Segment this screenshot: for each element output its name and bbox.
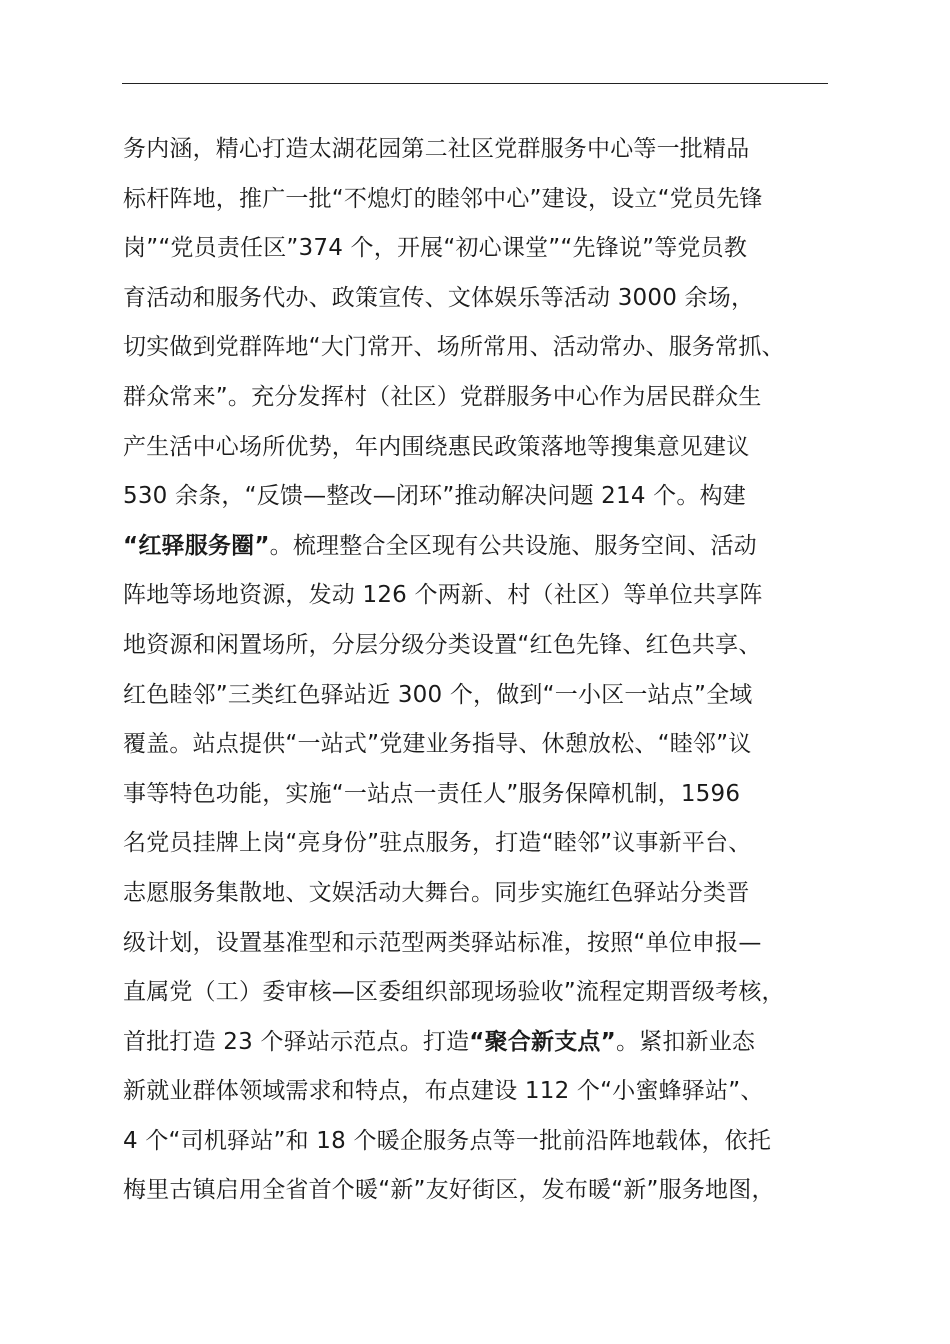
text-line — [123, 1166, 863, 1216]
text-segment: 级计划，设置基准型和示范型两类驿站标准，按照“单位申报— — [123, 929, 762, 956]
text-segment: 直属党（工）委审核—区委组织部现场验收”流程定期晋级考核， — [123, 979, 785, 1006]
text-segment: 阵地等场地资源，发动 126 个两新、村（社区）等单位共享阵 — [123, 582, 763, 609]
text-line — [123, 423, 863, 473]
text-segment: 4 个“司机驿站”和 18 个暖企服务点等一批前沿阵地载体，依托 — [123, 1127, 772, 1154]
text-segment: 切实做到党群阵地“大门常开、场所常用、活动常办、服务常抓、 — [123, 334, 785, 361]
text-line — [123, 1067, 863, 1117]
text-segment: 。紧扣新业态 — [615, 1028, 756, 1055]
text-segment: 标杆阵地，推广一批“不熄灯的睦邻中心”建设，设立“党员先锋 — [123, 185, 763, 212]
text-line — [123, 819, 863, 869]
text-line — [123, 869, 863, 919]
text-line — [123, 472, 863, 522]
text-line — [123, 522, 863, 572]
text-segment: 务内涵，精心打造太湖花园第二社区党群服务中心等一批精品 — [123, 136, 750, 162]
text-line — [123, 175, 863, 225]
body-paragraph — [123, 125, 863, 1216]
text-segment: 群众常来”。充分发挥村（社区）党群服务中心作为居民群众生 — [123, 383, 762, 410]
text-segment: 产生活中心场所优势，年内围绕惠民政策落地等搜集意见建议 — [123, 433, 750, 460]
text-segment: 名党员挂牌上岗“亮身份”驻点服务，打造“睦邻”议事新平台、 — [123, 830, 752, 857]
text-line — [123, 125, 863, 175]
header-rule — [122, 83, 828, 84]
text-line — [123, 323, 863, 373]
text-segment: 首批打造 23 个驿站示范点。打造 — [123, 1028, 470, 1055]
text-segment: 事等特色功能，实施“一站点一责任人”服务保障机制，1596 — [123, 780, 741, 807]
text-line — [123, 571, 863, 621]
text-segment: 覆盖。站点提供“一站式”党建业务指导、休憩放松、“睦邻”议 — [123, 731, 752, 758]
text-line — [123, 224, 863, 274]
text-line — [123, 919, 863, 969]
text-line — [123, 1117, 863, 1167]
text-line — [123, 373, 863, 423]
text-segment: 红色睦邻”三类红色驿站近 300 个，做到“一小区一站点”全域 — [123, 681, 753, 708]
text-line — [123, 274, 863, 324]
bold-heading-text: “红驿服务圈” — [123, 532, 270, 559]
text-segment: 育活动和服务代办、政策宣传、文体娱乐等活动 3000 余场， — [123, 284, 755, 311]
text-segment: 岗”“党员责任区”374 个，开展“初心课堂”“先锋说”等党员教 — [123, 235, 748, 262]
text-line — [123, 621, 863, 671]
bold-heading-text: “聚合新支点” — [469, 1028, 616, 1055]
text-segment: 530 余条，“反馈—整改—闭环”推动解决问题 214 个。构建 — [123, 483, 746, 510]
text-line — [123, 770, 863, 820]
text-line — [123, 1018, 863, 1068]
text-segment: 志愿服务集散地、文娱活动大舞台。同步实施红色驿站分类晋 — [123, 879, 750, 906]
text-segment: 地资源和闲置场所，分层分级分类设置“红色先锋、红色共享、 — [123, 631, 762, 658]
text-segment: 新就业群体领域需求和特点，布点建设 112 个“小蜜蜂驿站”、 — [123, 1078, 764, 1105]
text-segment: 梅里古镇启用全省首个暖“新”友好街区，发布暖“新”服务地图， — [123, 1177, 775, 1204]
text-line — [123, 968, 863, 1018]
text-line — [123, 720, 863, 770]
text-segment: 。梳理整合全区现有公共设施、服务空间、活动 — [269, 532, 757, 559]
text-line — [123, 671, 863, 721]
